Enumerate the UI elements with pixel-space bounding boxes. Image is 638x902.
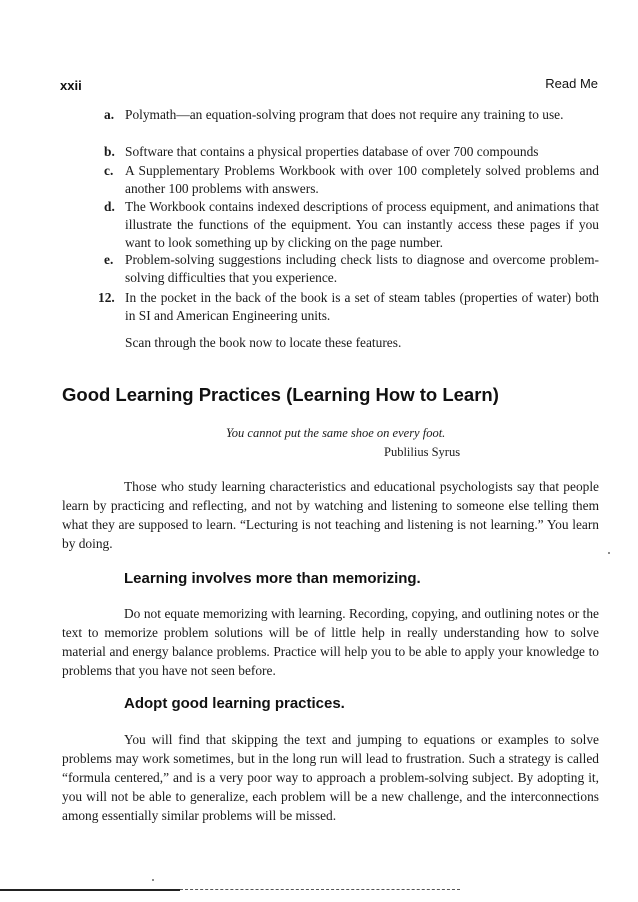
epigraph-author: Publilius Syrus (384, 445, 461, 459)
list-marker: c. (104, 163, 114, 178)
subsection-paragraph: You will find that skipping the text and jumping to equations or examples to solve problems may work sometimes, but in the long run will lead to frustration. Such a strategy is called “formula centered,” and is a very poor way to approach a problem-solving subject. By adopting it, you will not be able to generalize, each problem will be a new challenge, and the interconnections among essentially similar problems will be missed. (62, 732, 599, 823)
list-item (104, 198, 599, 252)
list-marker: e. (104, 252, 114, 267)
list-item (104, 251, 599, 287)
subsection-paragraph: Do not equate memorizing with learning. Recording, copying, and outlining notes or the text to memorize problem solutions will be of little help in really understanding how to solve material and energy balance problems. Practice will help you to be able to apply your knowledge to problems that you have not seen before. (62, 606, 599, 678)
intro-paragraph: Those who study learning characteristics and educational psychologists say that people learn by practicing and reflecting, and not by watching and listening to someone else telling them what they are supposed to learn. “Lecturing is not teaching and listening is not learning.” You learn by doing. (62, 479, 599, 551)
list-item (104, 143, 599, 161)
list-item-text: In the pocket in the back of the book is a set of steam tables (properties of water) both in SI and American Engineering units. (125, 290, 599, 323)
subsection-heading: Adopt good learning practices. (124, 695, 345, 712)
page-number: xxii (60, 78, 82, 93)
list-item-text: Polymath—an equation-solving program that does not require any training to use. (125, 107, 564, 122)
list-marker: a. (104, 107, 115, 122)
running-title: Read Me (545, 76, 598, 91)
list-marker: 12. (98, 290, 115, 305)
list-item (104, 106, 599, 124)
list-item (98, 289, 599, 325)
list-item-text: Problem-solving suggestions including check lists to diagnose and overcome problem-solving difficulties that you experience. (125, 252, 599, 285)
section-title: Good Learning Practices (Learning How to Learn) (62, 384, 499, 405)
list-item-text: The Workbook contains indexed descriptions of process equipment, and animations that illustrate the functions of the equipment. You can instantly access these pages if you want to look something up by clicking on the page number. (125, 199, 599, 250)
list-item-text: A Supplementary Problems Workbook with over 100 completely solved problems and another 100 problems with answers. (125, 163, 599, 196)
bottom-rule (0, 889, 180, 891)
epigraph-quote: You cannot put the same shoe on every foot. (226, 426, 446, 440)
list-marker: d. (104, 199, 115, 214)
subsection-heading: Learning involves more than memorizing. (124, 570, 421, 587)
list-marker: b. (104, 144, 115, 159)
scan-note: Scan through the book now to locate these features. (125, 335, 402, 350)
list-item (104, 162, 599, 198)
scan-speck (608, 552, 610, 554)
scan-speck (152, 879, 154, 881)
list-item-text: Software that contains a physical properties database of over 700 compounds (125, 144, 539, 159)
bottom-dashed-rule (180, 889, 460, 890)
